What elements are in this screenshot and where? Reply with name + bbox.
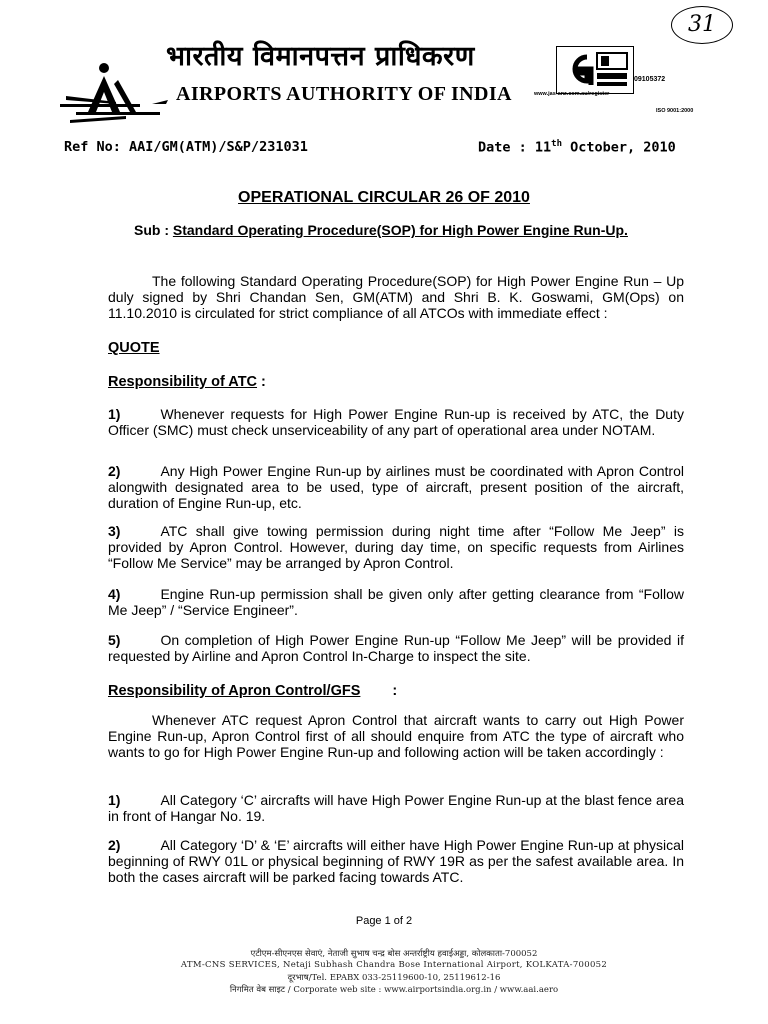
quote-heading: QUOTE bbox=[108, 340, 160, 356]
circular-date: Date : 11th October, 2010 bbox=[478, 139, 676, 156]
subject-line: Sub : Standard Operating Procedure(SOP) for High Power Engine Run-Up. bbox=[134, 222, 628, 238]
apron-responsibility-heading: Responsibility of Apron Control/GFS : bbox=[108, 683, 398, 699]
certification-number: 09105372 bbox=[634, 76, 666, 83]
apron-item-1: 1) All Category ‘C’ aircrafts will have High Power Engine Run-up at the blast fence area in front of Hangar No. 19. bbox=[108, 792, 684, 824]
apron-intro-paragraph: Whenever ATC request Apron Control that aircraft wants to carry out High Power Engine Run-up, Apron Control first of all should enquire from ATC the type of aircraft who wants to go for High Power Engine Run-up and following action will be taken accordingly : bbox=[108, 712, 684, 760]
circular-title: OPERATIONAL CIRCULAR 26 OF 2010 bbox=[238, 189, 530, 206]
atc-item-2: 2) Any High Power Engine Run-up by airlines must be coordinated with Apron Control alongwith designated area to be used, type of aircraft, present position of the aircraft, duration of Engine Run-up, etc. bbox=[108, 463, 684, 511]
certification-logo-icon bbox=[556, 46, 634, 94]
footer-phone: दूरभाष/Tel. EPABX 033-25119600-10, 25119612-16 bbox=[287, 973, 501, 983]
page-number: Page 1 of 2 bbox=[355, 915, 413, 927]
intro-paragraph: The following Standard Operating Procedure(SOP) for High Power Engine Run – Up duly signed by Shri Chandan Sen, GM(ATM) and Shri B. K. Goswami, GM(Ops) on 11.10.2010 is circulated for strict compliance of all ATCOs with immediate effect : bbox=[108, 273, 684, 321]
org-name-english: AIRPORTS AUTHORITY OF INDIA bbox=[176, 83, 512, 105]
handwritten-page-mark: 31 bbox=[671, 6, 733, 44]
atc-responsibility-heading: Responsibility of ATC : bbox=[108, 374, 266, 390]
footer-address-hindi: एटीएम-सीएनएस सेवाएं, नेताजी सुभाष चन्द्र बोस अन्तर्राष्ट्रीय हवाईअड्डा, कोलकाता-700052 bbox=[250, 949, 538, 959]
aai-logo-icon bbox=[56, 60, 176, 128]
apron-item-2: 2) All Category ‘D’ & ‘E’ aircrafts will either have High Power Engine Run-up at physical beginning of RWY 01L or physical beginning of RWY 19R as per the safest available area. In both the cases aircraft will be parked facing towards ATC. bbox=[108, 837, 684, 885]
org-name-hindi: भारतीय विमानपत्तन प्राधिकरण bbox=[166, 41, 475, 72]
atc-item-4: 4) Engine Run-up permission shall be given only after getting clearance from “Follow Me Jeep” / “Service Engineer”. bbox=[108, 586, 684, 618]
certification-iso: ISO 9001:2000 bbox=[656, 108, 694, 114]
atc-item-5: 5) On completion of High Power Engine Run-up “Follow Me Jeep” will be provided if requested by Airline and Apron Control In-Charge to inspect the site. bbox=[108, 632, 684, 664]
footer-website: निगमित वेब साइट / Corporate web site : www.airportsindia.org.in / www.aai.aero bbox=[229, 985, 559, 995]
atc-item-1: 1) Whenever requests for High Power Engine Run-up is received by ATC, the Duty Officer (SMC) must check unserviceability of any part of operational area under NOTAM. bbox=[108, 406, 684, 438]
atc-item-3: 3) ATC shall give towing permission during night time after “Follow Me Jeep” is provided by Apron Control. However, during day time, on specific requests from Airlines “Follow Me Service” may be arranged by Apron Control. bbox=[108, 523, 684, 571]
reference-number: Ref No: AAI/GM(ATM)/S&P/231031 bbox=[64, 139, 308, 155]
footer-address-english: ATM-CNS SERVICES, Netaji Subhash Chandra Bose International Airport, KOLKATA-700052 bbox=[180, 960, 608, 970]
certification-url: www.jas-anz.com.au/register bbox=[534, 91, 610, 97]
